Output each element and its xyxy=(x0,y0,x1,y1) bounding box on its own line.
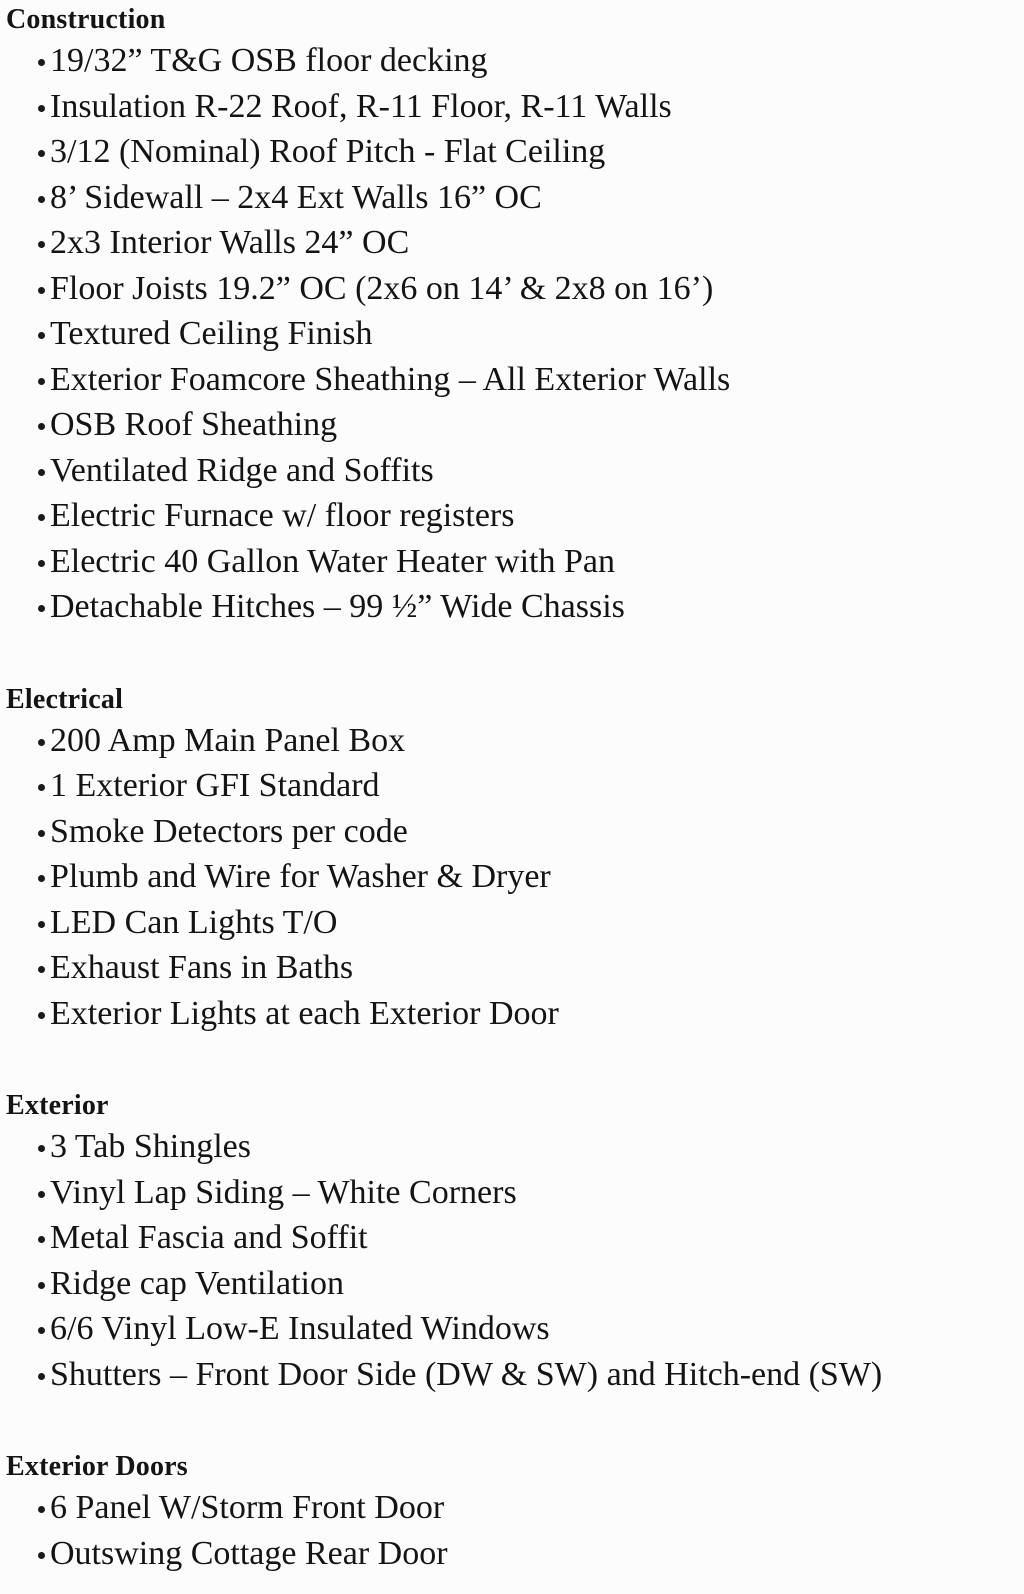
list-item xyxy=(6,539,1016,585)
list-item xyxy=(6,945,1016,991)
list-item-text: Plumb and Wire for Washer & Dryer xyxy=(50,858,551,895)
list-item xyxy=(6,584,1016,630)
bullet-icon xyxy=(38,1191,45,1198)
spec-section xyxy=(6,1449,1016,1576)
section-heading: Construction xyxy=(6,4,166,35)
list-item xyxy=(6,1485,1016,1531)
bullet-icon xyxy=(38,196,45,203)
list-item-text: Exhaust Fans in Baths xyxy=(50,949,354,986)
bullet-icon xyxy=(38,875,45,882)
list-item xyxy=(6,402,1016,448)
bullet-icon xyxy=(38,1236,45,1243)
list-item-text: 6 Panel W/Storm Front Door xyxy=(50,1489,445,1526)
spec-section xyxy=(6,682,1016,1037)
list-item-text: Electric Furnace w/ floor registers xyxy=(50,497,515,534)
list-item-text: LED Can Lights T/O xyxy=(50,903,338,941)
bullet-icon xyxy=(38,241,45,248)
bullet-icon xyxy=(38,966,45,973)
section-item-list xyxy=(6,38,1016,630)
section-item-list xyxy=(6,1485,1016,1576)
list-item xyxy=(6,311,1016,357)
list-item xyxy=(6,900,1016,946)
bullet-icon xyxy=(38,1373,45,1380)
list-item-text: Vinyl Lap Siding – White Corners xyxy=(50,1173,517,1211)
list-item xyxy=(6,1124,1016,1170)
bullet-icon xyxy=(38,150,45,157)
list-item-text: Smoke Detectors per code xyxy=(50,812,408,850)
list-item-text: 6/6 Vinyl Low-E Insulated Windows xyxy=(50,1310,550,1347)
list-item xyxy=(6,493,1016,539)
spec-section xyxy=(6,1088,1016,1397)
list-item xyxy=(6,1306,1016,1352)
bullet-icon xyxy=(38,1282,45,1289)
spec-sections xyxy=(6,2,1016,1576)
list-item-text: Ventilated Ridge and Soffits xyxy=(50,451,434,489)
bullet-icon xyxy=(38,423,45,430)
list-item xyxy=(6,1170,1016,1216)
list-item-text: 200 Amp Main Panel Box xyxy=(50,721,406,759)
bullet-icon xyxy=(38,830,45,837)
list-item-text: Shutters – Front Door Side (DW & SW) and Hitch-end (SW) xyxy=(50,1355,883,1393)
list-item-text: 8’ Sidewall – 2x4 Ext Walls 16” OC xyxy=(50,178,542,216)
list-item xyxy=(6,991,1016,1037)
list-item xyxy=(6,1352,1016,1398)
list-item-text: 19/32” T&G OSB floor decking xyxy=(50,42,488,79)
bullet-icon xyxy=(38,378,45,385)
bullet-icon xyxy=(38,287,45,294)
list-item-text: Insulation R-22 Roof, R-11 Floor, R-11 Walls xyxy=(50,87,672,125)
section-heading: Electrical xyxy=(6,683,124,715)
list-item-text: Metal Fascia and Soffit xyxy=(50,1219,368,1256)
section-item-list xyxy=(6,1124,1016,1397)
bullet-icon xyxy=(38,1327,45,1334)
spec-section xyxy=(6,2,1016,630)
bullet-icon xyxy=(38,921,45,928)
bullet-icon xyxy=(38,1506,45,1513)
bullet-icon xyxy=(38,560,45,567)
bullet-icon xyxy=(38,1012,45,1019)
bullet-icon xyxy=(38,1552,45,1559)
list-item xyxy=(6,38,1016,84)
section-heading: Exterior xyxy=(6,1090,109,1121)
list-item xyxy=(6,763,1016,809)
list-item xyxy=(6,854,1016,900)
list-item xyxy=(6,718,1016,764)
list-item-text: Ridge cap Ventilation xyxy=(50,1264,344,1302)
list-item-text: OSB Roof Sheathing xyxy=(50,406,338,443)
list-item xyxy=(6,1531,1016,1577)
list-item xyxy=(6,1215,1016,1261)
section-heading: Exterior Doors xyxy=(6,1451,188,1482)
bullet-icon xyxy=(38,105,45,112)
list-item xyxy=(6,129,1016,175)
bullet-icon xyxy=(38,469,45,476)
list-item xyxy=(6,84,1016,130)
list-item-text: Detachable Hitches – 99 ½” Wide Chassis xyxy=(50,588,625,625)
list-item xyxy=(6,1261,1016,1307)
list-item-text: 1 Exterior GFI Standard xyxy=(50,767,380,804)
list-item xyxy=(6,448,1016,494)
list-item-text: Textured Ceiling Finish xyxy=(50,315,373,352)
list-item xyxy=(6,357,1016,403)
list-item-text: 2x3 Interior Walls 24” OC xyxy=(50,224,410,261)
list-item-text: Exterior Lights at each Exterior Door xyxy=(50,994,559,1032)
bullet-icon xyxy=(38,332,45,339)
list-item xyxy=(6,809,1016,855)
bullet-icon xyxy=(38,1145,45,1152)
bullet-icon xyxy=(38,784,45,791)
list-item-text: Exterior Foamcore Sheathing – All Exterior Walls xyxy=(50,360,731,398)
list-item-text: 3/12 (Nominal) Roof Pitch - Flat Ceiling xyxy=(50,133,606,170)
list-item xyxy=(6,266,1016,312)
list-item-text: Electric 40 Gallon Water Heater with Pan xyxy=(50,542,615,580)
bullet-icon xyxy=(38,739,45,746)
section-item-list xyxy=(6,718,1016,1037)
list-item xyxy=(6,220,1016,266)
bullet-icon xyxy=(38,59,45,66)
list-item-text: Outswing Cottage Rear Door xyxy=(50,1534,448,1572)
list-item xyxy=(6,175,1016,221)
list-item-text: Floor Joists 19.2” OC (2x6 on 14’ & 2x8 on 16’) xyxy=(50,269,714,307)
list-item-text: 3 Tab Shingles xyxy=(50,1128,251,1165)
bullet-icon xyxy=(38,605,45,612)
bullet-icon xyxy=(38,514,45,521)
